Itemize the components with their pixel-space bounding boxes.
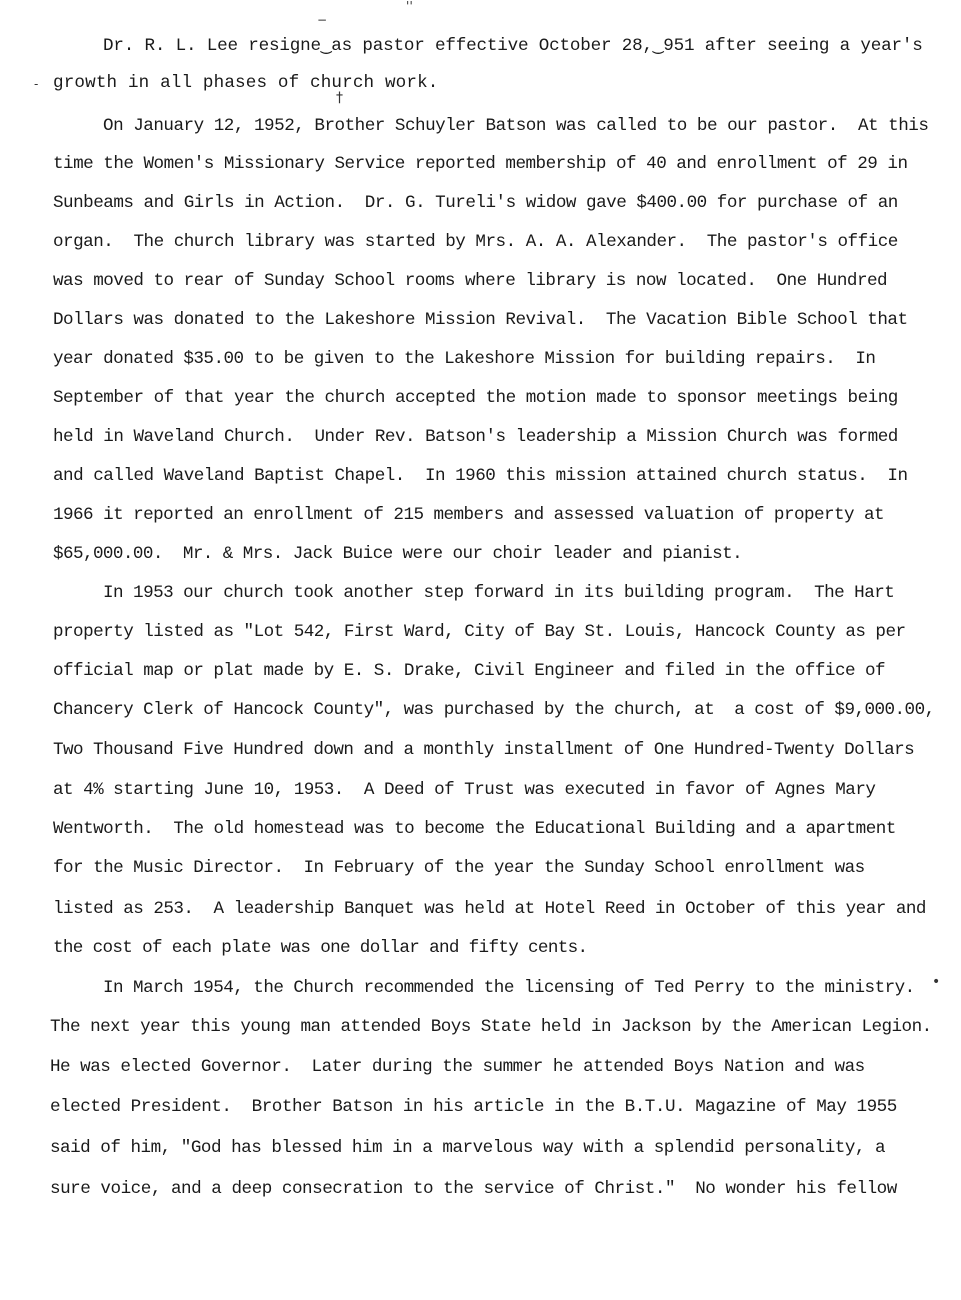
text-line: Chancery Clerk of Hancock County", was purchased by the church, at a cost of $9,000.00, — [53, 700, 935, 720]
text-line: at 4% starting June 10, 1953. A Deed of Trust was executed in favor of Agnes Mary — [53, 780, 876, 800]
text-line: and called Waveland Baptist Chapel. In 1960 this mission attained church status. In — [53, 466, 908, 486]
text-line: held in Waveland Church. Under Rev. Batson's leadership a Mission Church was formed — [53, 427, 898, 447]
text-line: time the Women's Missionary Service reported membership of 40 and enrollment of 29 in — [53, 154, 908, 174]
text-line: In 1953 our church took another step forward in its building program. The Hart — [103, 583, 895, 603]
text-line: growth in all phases of church work. — [53, 73, 439, 93]
text-line: $65,000.00. Mr. & Mrs. Jack Buice were our choir leader and pianist. — [53, 544, 743, 564]
text-line: was moved to rear of Sunday School rooms where library is now located. One Hundred — [53, 271, 888, 291]
text-line: the cost of each plate was one dollar and fifty cents. — [53, 938, 588, 958]
stray-mark: − — [317, 13, 328, 27]
text-line: On January 12, 1952, Brother Schuyler Batson was called to be our pastor. At this — [103, 116, 929, 136]
text-line: In March 1954, the Church recommended the licensing of Ted Perry to the ministry. — [103, 978, 915, 998]
text-line: Dr. R. L. Lee resigne‿as pastor effective October 28,‿951 after seeing a year's — [103, 36, 923, 56]
stray-mark: - — [34, 77, 39, 91]
text-line: Sunbeams and Girls in Action. Dr. G. Tureli's widow gave $400.00 for purchase of an — [53, 193, 898, 213]
text-line: year donated $35.00 to be given to the Lakeshore Mission for building repairs. In — [53, 349, 876, 369]
text-line: elected President. Brother Batson in his article in the B.T.U. Magazine of May 1955 — [50, 1097, 897, 1117]
text-line: 1966 it reported an enrollment of 215 members and assessed valuation of property at — [53, 505, 885, 525]
text-line: Two Thousand Five Hundred down and a monthly installment of One Hundred-Twenty Dollars — [53, 740, 915, 760]
text-line: Wentworth. The old homestead was to become the Educational Building and a apartment — [53, 819, 896, 839]
text-line: official map or plat made by E. S. Drake, Civil Engineer and filed in the office of — [53, 661, 886, 681]
text-line: He was elected Governor. Later during the summer he attended Boys Nation and was — [50, 1057, 865, 1077]
text-line: sure voice, and a deep consecration to the service of Christ." No wonder his fellow — [50, 1179, 897, 1199]
text-line: September of that year the church accepted the motion made to sponsor meetings being — [53, 388, 898, 408]
text-line: Dollars was donated to the Lakeshore Mission Revival. The Vacation Bible School that — [53, 310, 908, 330]
text-line: said of him, "God has blessed him in a marvelous way with a splendid personality, a — [50, 1138, 886, 1158]
stray-mark: • — [932, 974, 941, 990]
text-line: property listed as "Lot 542, First Ward, City of Bay St. Louis, Hancock County as per — [53, 622, 906, 642]
text-line: organ. The church library was started by Mrs. A. A. Alexander. The pastor's office — [53, 232, 898, 252]
stray-mark: † — [336, 90, 344, 106]
text-line: for the Music Director. In February of the year the Sunday School enrollment was — [53, 858, 865, 878]
text-line: listed as 253. A leadership Banquet was held at Hotel Reed in October of this year and — [53, 899, 926, 919]
page-top-mark: '' — [406, 0, 413, 13]
text-line: The next year this young man attended Boys State held in Jackson by the American Legion. — [50, 1017, 932, 1037]
